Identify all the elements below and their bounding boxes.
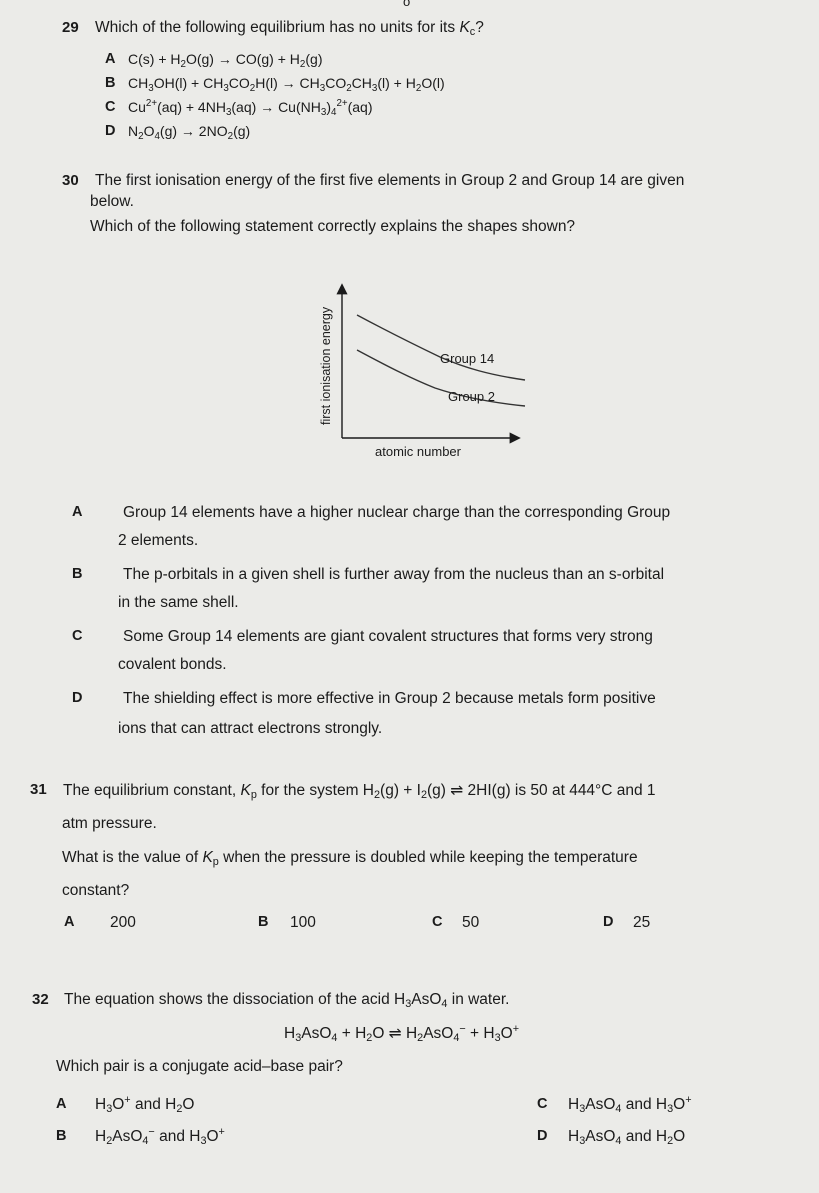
page-marker: o [403,0,411,9]
q32-question: Which pair is a conjugate acid–base pair? [56,1058,343,1075]
q31-option-b-value: 100 [290,914,316,931]
q32-number: 32 [32,991,49,1008]
q30-option-b-label: B [72,566,83,582]
q30-option-c-line1: Some Group 14 elements are giant covalent structures that forms very strong [123,628,653,645]
q29-option-d-label: D [105,123,116,139]
q29-option-c-text: $Cu^{2+}(aq) + 4NH_3(aq) \to Cu(NH_3)_4^{2+}(aq)$ [128,98,373,118]
q32-option-c-label: C [537,1096,548,1112]
q32-option-d-label: D [537,1128,548,1144]
q30-stem-line1: The first ionisation energy of the first five elements in Group 2 and Group 14 are given [95,172,685,189]
q31-option-b-label: B [258,914,269,930]
q31-option-a-label: A [64,914,75,930]
q30-option-b-line1: The p-orbitals in a given shell is further away from the nucleus than an s-orbital [123,566,665,583]
group-2-label: Group 2 [448,389,495,404]
group-14-curve [357,315,525,380]
q29-option-a-text: $C(s) + H_2O(g) \to CO(g) + H_2(g)$ [128,51,323,70]
q32-option-b-text: $H_2AsO_4^-$ and $H_3O^+$ [95,1126,225,1147]
q30-option-b-line2: in the same shell. [118,594,239,611]
q31-option-d-value: 25 [633,914,651,931]
q29-option-c-label: C [105,99,116,115]
q29-option-b-text: $CH_3OH(l) + CH_3CO_2H(l) \to CH_3CO_2CH_3(l) + H_2O(l)$ [128,75,445,94]
q31-option-c-value: 50 [462,914,480,931]
q32-option-d-text: $H_3AsO_4$ and $H_2O$ [568,1128,686,1147]
q30-number: 30 [62,172,79,189]
q30-option-d-line1: The shielding effect is more effective in Group 2 because metals form positive [123,690,656,707]
q31-stem-line2: atm pressure. [62,815,157,832]
ionisation-energy-graph [300,270,540,465]
q30-stem-line2: below. [90,193,134,210]
q30-option-a-line1: Group 14 elements have a higher nuclear charge than the corresponding Group [123,504,671,521]
q31-stem-line1: The equilibrium constant, $K_p$ for the system $H_2(g) + I_2(g)$ ⇌ 2HI(g) is 50 at 444°C and 1 [63,782,656,801]
q32-option-c-text: $H_3AsO_4$ and $H_3O^+$ [568,1094,692,1115]
q31-option-c-label: C [432,914,443,930]
q29-stem: Which of the following equilibrium has no units for its $K_c$? [95,19,484,38]
q32-option-a-label: A [56,1096,67,1112]
q31-stem-line4: constant? [62,882,130,899]
q31-option-d-label: D [603,914,614,930]
q30-option-d-label: D [72,690,83,706]
q29-number: 29 [62,19,79,36]
q30-option-d-line2: ions that can attract electrons strongly. [118,720,383,737]
q30-option-a-label: A [72,504,83,520]
q31-stem-line3: What is the value of $K_p$ when the pressure is doubled while keeping the temperature [62,849,638,868]
q32-option-a-text: $H_3O^+$ and $H_2O$ [95,1094,195,1115]
q29-option-a-label: A [105,51,116,67]
q30-option-a-line2: 2 elements. [118,532,199,549]
q30-option-c-line2: covalent bonds. [118,656,227,673]
q32-equation: $H_3AsO_4 + H_2O$ ⇌ $H_2AsO_4^- + H_3O^+$ [284,1023,520,1044]
q31-number: 31 [30,781,47,798]
q30-option-c-label: C [72,628,83,644]
q32-option-b-label: B [56,1128,67,1144]
x-axis-label: atomic number [375,444,461,459]
q29-option-d-text: $N_2O_4(g) \to 2NO_2(g)$ [128,123,251,142]
q30-stem-line3: Which of the following statement correctly explains the shapes shown? [90,218,576,235]
group-14-label: Group 14 [440,351,495,366]
q32-stem: The equation shows the dissociation of the acid $H_3AsO_4$ in water. [64,991,510,1010]
q31-option-a-value: 200 [110,914,136,931]
q29-option-b-label: B [105,75,116,91]
y-axis-label: first ionisation energy [319,306,333,425]
